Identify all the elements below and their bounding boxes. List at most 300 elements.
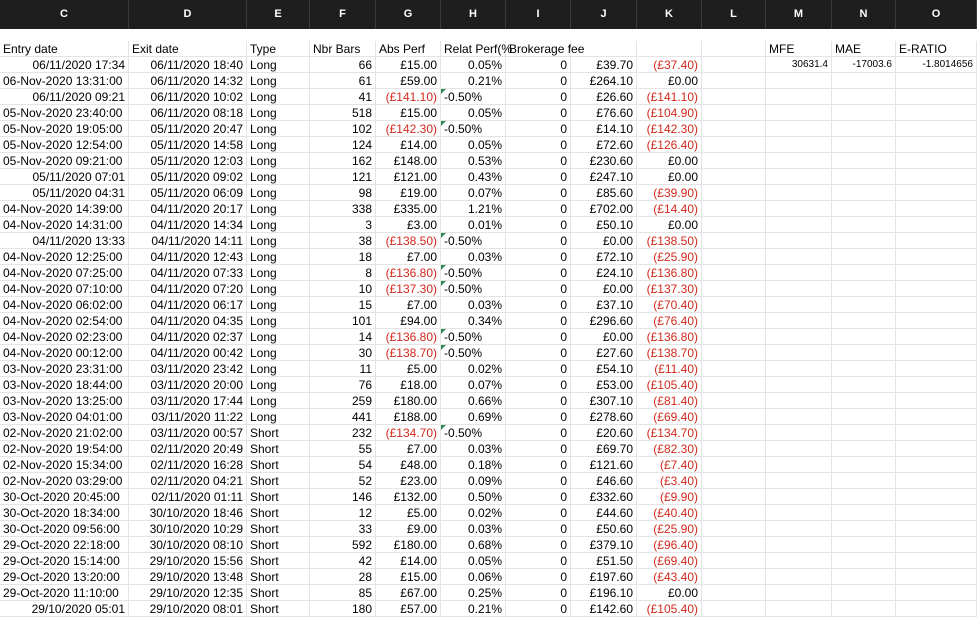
empty-cell[interactable] (766, 553, 832, 569)
abs-perf-cell[interactable]: £180.00 (376, 393, 441, 409)
entry-date-cell[interactable]: 05/11/2020 04:31 (0, 185, 129, 201)
empty-cell[interactable] (702, 457, 766, 473)
mfe-value-cell[interactable]: £72.10 (571, 249, 637, 265)
exit-date-cell[interactable]: 29/10/2020 12:35 (129, 585, 247, 601)
abs-perf-cell[interactable]: £94.00 (376, 313, 441, 329)
relat-perf-cell[interactable]: -0.50% (441, 233, 506, 249)
type-cell[interactable]: Long (247, 377, 310, 393)
entry-date-cell[interactable]: 04-Nov-2020 12:25:00 (0, 249, 129, 265)
entry-date-cell[interactable]: 03-Nov-2020 04:01:00 (0, 409, 129, 425)
exit-date-cell[interactable]: 03/11/2020 20:00 (129, 377, 247, 393)
brokerage-fee-cell[interactable]: 0 (506, 249, 571, 265)
empty-cell[interactable] (832, 249, 896, 265)
brokerage-fee-cell[interactable]: 0 (506, 473, 571, 489)
nbr-bars-cell[interactable]: 54 (310, 457, 376, 473)
nbr-bars-cell[interactable]: 441 (310, 409, 376, 425)
brokerage-fee-cell[interactable]: 0 (506, 425, 571, 441)
brokerage-fee-cell[interactable]: 0 (506, 585, 571, 601)
entry-date-cell[interactable]: 03-Nov-2020 13:25:00 (0, 393, 129, 409)
column-header-d[interactable]: D (129, 0, 247, 29)
empty-cell[interactable] (766, 377, 832, 393)
empty-cell[interactable] (702, 201, 766, 217)
empty-cell[interactable] (832, 585, 896, 601)
type-cell[interactable]: Long (247, 89, 310, 105)
type-cell[interactable]: Long (247, 121, 310, 137)
empty-cell[interactable] (896, 441, 977, 457)
nbr-bars-cell[interactable]: 162 (310, 153, 376, 169)
entry-date-cell[interactable]: 04-Nov-2020 07:25:00 (0, 265, 129, 281)
exit-date-cell[interactable]: 04/11/2020 12:43 (129, 249, 247, 265)
abs-perf-cell[interactable]: £7.00 (376, 249, 441, 265)
relat-perf-cell[interactable]: -0.50% (441, 329, 506, 345)
abs-perf-cell[interactable]: £7.00 (376, 297, 441, 313)
abs-perf-cell[interactable]: £132.00 (376, 489, 441, 505)
relat-perf-cell[interactable]: 0.34% (441, 313, 506, 329)
brokerage-fee-cell[interactable]: 0 (506, 297, 571, 313)
exit-date-cell[interactable]: 03/11/2020 11:22 (129, 409, 247, 425)
entry-date-cell[interactable]: 30-Oct-2020 09:56:00 (0, 521, 129, 537)
header-cell-i[interactable]: Brokerage fee (506, 41, 571, 57)
mfe-value-cell[interactable]: £24.10 (571, 265, 637, 281)
empty-cell[interactable] (896, 473, 977, 489)
entry-date-cell[interactable]: 05-Nov-2020 19:05:00 (0, 121, 129, 137)
header-cell-n[interactable]: MAE (832, 41, 896, 57)
empty-cell[interactable] (896, 601, 977, 617)
empty-cell[interactable] (896, 585, 977, 601)
empty-cell[interactable] (896, 425, 977, 441)
abs-perf-cell[interactable]: £15.00 (376, 105, 441, 121)
brokerage-fee-cell[interactable]: 0 (506, 345, 571, 361)
nbr-bars-cell[interactable]: 15 (310, 297, 376, 313)
empty-cell[interactable] (896, 457, 977, 473)
mae-value-cell[interactable]: (£3.40) (637, 473, 702, 489)
abs-perf-cell[interactable]: £5.00 (376, 505, 441, 521)
column-header-e[interactable]: E (247, 0, 310, 29)
exit-date-cell[interactable]: 04/11/2020 02:37 (129, 329, 247, 345)
brokerage-fee-cell[interactable]: 0 (506, 121, 571, 137)
relat-perf-cell[interactable]: 0.07% (441, 185, 506, 201)
empty-cell[interactable] (766, 185, 832, 201)
relat-perf-cell[interactable]: -0.50% (441, 265, 506, 281)
relat-perf-cell[interactable]: 0.68% (441, 537, 506, 553)
abs-perf-cell[interactable]: £7.00 (376, 441, 441, 457)
empty-cell[interactable] (702, 489, 766, 505)
brokerage-fee-cell[interactable]: 0 (506, 521, 571, 537)
abs-perf-cell[interactable]: £19.00 (376, 185, 441, 201)
mae-value-cell[interactable]: £0.00 (637, 169, 702, 185)
empty-cell[interactable] (702, 361, 766, 377)
exit-date-cell[interactable]: 04/11/2020 07:20 (129, 281, 247, 297)
empty-cell[interactable] (702, 377, 766, 393)
mae-value-cell[interactable]: (£105.40) (637, 601, 702, 617)
stat-eratio-cell[interactable]: -1.8014656 (896, 57, 977, 73)
exit-date-cell[interactable]: 03/11/2020 17:44 (129, 393, 247, 409)
relat-perf-cell[interactable]: 0.03% (441, 521, 506, 537)
empty-cell[interactable] (896, 137, 977, 153)
header-cell-k[interactable] (637, 41, 702, 57)
empty-cell[interactable] (702, 601, 766, 617)
nbr-bars-cell[interactable]: 61 (310, 73, 376, 89)
empty-cell[interactable] (702, 185, 766, 201)
entry-date-cell[interactable]: 04-Nov-2020 14:31:00 (0, 217, 129, 233)
brokerage-fee-cell[interactable]: 0 (506, 361, 571, 377)
mae-value-cell[interactable]: (£96.40) (637, 537, 702, 553)
empty-cell[interactable] (766, 153, 832, 169)
empty-cell[interactable] (766, 425, 832, 441)
nbr-bars-cell[interactable]: 592 (310, 537, 376, 553)
nbr-bars-cell[interactable]: 338 (310, 201, 376, 217)
entry-date-cell[interactable]: 29-Oct-2020 11:10:00 (0, 585, 129, 601)
brokerage-fee-cell[interactable]: 0 (506, 489, 571, 505)
abs-perf-cell[interactable]: £188.00 (376, 409, 441, 425)
empty-cell[interactable] (702, 137, 766, 153)
abs-perf-cell[interactable]: £180.00 (376, 537, 441, 553)
empty-cell[interactable] (702, 105, 766, 121)
brokerage-fee-cell[interactable]: 0 (506, 457, 571, 473)
empty-cell[interactable] (896, 265, 977, 281)
empty-cell[interactable] (766, 217, 832, 233)
column-header-j[interactable]: J (571, 0, 637, 29)
relat-perf-cell[interactable]: -0.50% (441, 89, 506, 105)
brokerage-fee-cell[interactable]: 0 (506, 409, 571, 425)
entry-date-cell[interactable]: 02-Nov-2020 15:34:00 (0, 457, 129, 473)
empty-cell[interactable] (896, 121, 977, 137)
column-header-h[interactable]: H (441, 0, 506, 29)
mae-value-cell[interactable]: (£136.80) (637, 329, 702, 345)
mae-value-cell[interactable]: (£9.90) (637, 489, 702, 505)
mae-value-cell[interactable]: (£14.40) (637, 201, 702, 217)
nbr-bars-cell[interactable]: 259 (310, 393, 376, 409)
exit-date-cell[interactable]: 30/10/2020 08:10 (129, 537, 247, 553)
mfe-value-cell[interactable]: £0.00 (571, 281, 637, 297)
empty-cell[interactable] (896, 345, 977, 361)
mfe-value-cell[interactable]: £142.60 (571, 601, 637, 617)
header-cell-l[interactable] (702, 41, 766, 57)
brokerage-fee-cell[interactable]: 0 (506, 73, 571, 89)
empty-cell[interactable] (832, 217, 896, 233)
mae-value-cell[interactable]: £0.00 (637, 73, 702, 89)
mfe-value-cell[interactable]: £278.60 (571, 409, 637, 425)
type-cell[interactable]: Short (247, 601, 310, 617)
relat-perf-cell[interactable]: 0.66% (441, 393, 506, 409)
type-cell[interactable]: Long (247, 249, 310, 265)
empty-cell[interactable] (896, 297, 977, 313)
brokerage-fee-cell[interactable]: 0 (506, 89, 571, 105)
type-cell[interactable]: Long (247, 217, 310, 233)
relat-perf-cell[interactable]: 0.03% (441, 297, 506, 313)
type-cell[interactable]: Short (247, 425, 310, 441)
abs-perf-cell[interactable]: £59.00 (376, 73, 441, 89)
relat-perf-cell[interactable]: 0.69% (441, 409, 506, 425)
empty-cell[interactable] (766, 137, 832, 153)
empty-cell[interactable] (766, 409, 832, 425)
entry-date-cell[interactable]: 04-Nov-2020 14:39:00 (0, 201, 129, 217)
mae-value-cell[interactable]: (£81.40) (637, 393, 702, 409)
header-cell-e[interactable]: Type (247, 41, 310, 57)
empty-cell[interactable] (702, 345, 766, 361)
empty-cell[interactable] (702, 441, 766, 457)
exit-date-cell[interactable]: 30/10/2020 18:46 (129, 505, 247, 521)
empty-cell[interactable] (766, 473, 832, 489)
nbr-bars-cell[interactable]: 11 (310, 361, 376, 377)
entry-date-cell[interactable]: 06/11/2020 17:34 (0, 57, 129, 73)
empty-cell[interactable] (702, 73, 766, 89)
empty-cell[interactable] (766, 457, 832, 473)
brokerage-fee-cell[interactable]: 0 (506, 185, 571, 201)
entry-date-cell[interactable]: 06/11/2020 09:21 (0, 89, 129, 105)
column-header-i[interactable]: I (506, 0, 571, 29)
mfe-value-cell[interactable]: £72.60 (571, 137, 637, 153)
mfe-value-cell[interactable]: £51.50 (571, 553, 637, 569)
empty-cell[interactable] (896, 537, 977, 553)
mfe-value-cell[interactable]: £332.60 (571, 489, 637, 505)
relat-perf-cell[interactable]: 0.03% (441, 441, 506, 457)
abs-perf-cell[interactable]: £57.00 (376, 601, 441, 617)
abs-perf-cell[interactable]: £14.00 (376, 137, 441, 153)
brokerage-fee-cell[interactable]: 0 (506, 137, 571, 153)
column-header-k[interactable]: K (637, 0, 702, 29)
empty-cell[interactable] (896, 217, 977, 233)
empty-cell[interactable] (832, 441, 896, 457)
abs-perf-cell[interactable]: £15.00 (376, 569, 441, 585)
type-cell[interactable]: Long (247, 57, 310, 73)
mfe-value-cell[interactable]: £44.60 (571, 505, 637, 521)
empty-cell[interactable] (702, 249, 766, 265)
empty-cell[interactable] (832, 281, 896, 297)
type-cell[interactable]: Long (247, 153, 310, 169)
abs-perf-cell[interactable]: (£136.80) (376, 265, 441, 281)
mae-value-cell[interactable]: £0.00 (637, 585, 702, 601)
exit-date-cell[interactable]: 03/11/2020 00:57 (129, 425, 247, 441)
empty-cell[interactable] (832, 169, 896, 185)
empty-cell[interactable] (766, 201, 832, 217)
mfe-value-cell[interactable]: £76.60 (571, 105, 637, 121)
empty-cell[interactable] (766, 345, 832, 361)
empty-cell[interactable] (832, 89, 896, 105)
empty-cell[interactable] (766, 489, 832, 505)
relat-perf-cell[interactable]: 0.09% (441, 473, 506, 489)
empty-cell[interactable] (702, 169, 766, 185)
empty-cell[interactable] (766, 329, 832, 345)
nbr-bars-cell[interactable]: 18 (310, 249, 376, 265)
empty-cell[interactable] (766, 505, 832, 521)
type-cell[interactable]: Short (247, 569, 310, 585)
relat-perf-cell[interactable]: 0.05% (441, 553, 506, 569)
type-cell[interactable]: Short (247, 441, 310, 457)
header-cell-c[interactable]: Entry date (0, 41, 129, 57)
empty-cell[interactable] (702, 473, 766, 489)
brokerage-fee-cell[interactable]: 0 (506, 441, 571, 457)
empty-cell[interactable] (766, 121, 832, 137)
exit-date-cell[interactable]: 06/11/2020 18:40 (129, 57, 247, 73)
exit-date-cell[interactable]: 05/11/2020 20:47 (129, 121, 247, 137)
relat-perf-cell[interactable]: 0.53% (441, 153, 506, 169)
mfe-value-cell[interactable]: £247.10 (571, 169, 637, 185)
mfe-value-cell[interactable]: £121.60 (571, 457, 637, 473)
empty-cell[interactable] (702, 233, 766, 249)
empty-cell[interactable] (832, 233, 896, 249)
entry-date-cell[interactable]: 04-Nov-2020 02:54:00 (0, 313, 129, 329)
stat-mae-cell[interactable]: -17003.6 (832, 57, 896, 73)
mae-value-cell[interactable]: (£82.30) (637, 441, 702, 457)
abs-perf-cell[interactable]: (£138.50) (376, 233, 441, 249)
empty-cell[interactable] (832, 329, 896, 345)
mfe-value-cell[interactable]: £50.10 (571, 217, 637, 233)
exit-date-cell[interactable]: 05/11/2020 14:58 (129, 137, 247, 153)
mfe-value-cell[interactable]: £379.10 (571, 537, 637, 553)
mfe-value-cell[interactable]: £50.60 (571, 521, 637, 537)
column-header-c[interactable]: C (0, 0, 129, 29)
empty-cell[interactable] (766, 441, 832, 457)
abs-perf-cell[interactable]: £15.00 (376, 57, 441, 73)
entry-date-cell[interactable]: 04-Nov-2020 02:23:00 (0, 329, 129, 345)
abs-perf-cell[interactable]: (£134.70) (376, 425, 441, 441)
abs-perf-cell[interactable]: £148.00 (376, 153, 441, 169)
empty-cell[interactable] (832, 409, 896, 425)
relat-perf-cell[interactable]: -0.50% (441, 345, 506, 361)
abs-perf-cell[interactable]: (£136.80) (376, 329, 441, 345)
empty-cell[interactable] (832, 553, 896, 569)
header-cell-j[interactable] (571, 41, 637, 57)
type-cell[interactable]: Long (247, 329, 310, 345)
type-cell[interactable]: Short (247, 473, 310, 489)
empty-cell[interactable] (766, 233, 832, 249)
relat-perf-cell[interactable]: 0.21% (441, 73, 506, 89)
exit-date-cell[interactable]: 04/11/2020 07:33 (129, 265, 247, 281)
exit-date-cell[interactable]: 29/10/2020 13:48 (129, 569, 247, 585)
mfe-value-cell[interactable]: £296.60 (571, 313, 637, 329)
mae-value-cell[interactable]: (£70.40) (637, 297, 702, 313)
empty-cell[interactable] (702, 409, 766, 425)
exit-date-cell[interactable]: 04/11/2020 14:11 (129, 233, 247, 249)
header-cell-o[interactable]: E-RATIO (896, 41, 977, 57)
mae-value-cell[interactable]: (£40.40) (637, 505, 702, 521)
empty-cell[interactable] (702, 521, 766, 537)
empty-cell[interactable] (832, 489, 896, 505)
mfe-value-cell[interactable]: £196.10 (571, 585, 637, 601)
empty-cell[interactable] (702, 425, 766, 441)
exit-date-cell[interactable]: 02/11/2020 20:49 (129, 441, 247, 457)
mfe-value-cell[interactable]: £53.00 (571, 377, 637, 393)
relat-perf-cell[interactable]: 0.18% (441, 457, 506, 473)
empty-cell[interactable] (702, 393, 766, 409)
header-cell-m[interactable]: MFE (766, 41, 832, 57)
exit-date-cell[interactable]: 04/11/2020 20:17 (129, 201, 247, 217)
mae-value-cell[interactable]: (£37.40) (637, 57, 702, 73)
entry-date-cell[interactable]: 03-Nov-2020 23:31:00 (0, 361, 129, 377)
empty-cell[interactable] (766, 361, 832, 377)
nbr-bars-cell[interactable]: 38 (310, 233, 376, 249)
abs-perf-cell[interactable]: £5.00 (376, 361, 441, 377)
abs-perf-cell[interactable]: £9.00 (376, 521, 441, 537)
empty-cell[interactable] (896, 233, 977, 249)
empty-cell[interactable] (766, 313, 832, 329)
empty-cell[interactable] (702, 537, 766, 553)
relat-perf-cell[interactable]: 0.02% (441, 361, 506, 377)
entry-date-cell[interactable]: 29/10/2020 05:01 (0, 601, 129, 617)
type-cell[interactable]: Long (247, 393, 310, 409)
entry-date-cell[interactable]: 30-Oct-2020 20:45:00 (0, 489, 129, 505)
empty-cell[interactable] (832, 265, 896, 281)
empty-cell[interactable] (832, 473, 896, 489)
mfe-value-cell[interactable]: £264.10 (571, 73, 637, 89)
empty-cell[interactable] (896, 569, 977, 585)
empty-cell[interactable] (832, 297, 896, 313)
brokerage-fee-cell[interactable]: 0 (506, 601, 571, 617)
entry-date-cell[interactable]: 06-Nov-2020 13:31:00 (0, 73, 129, 89)
brokerage-fee-cell[interactable]: 0 (506, 569, 571, 585)
empty-cell[interactable] (832, 393, 896, 409)
exit-date-cell[interactable]: 06/11/2020 10:02 (129, 89, 247, 105)
empty-cell[interactable] (896, 521, 977, 537)
mfe-value-cell[interactable]: £230.60 (571, 153, 637, 169)
type-cell[interactable]: Long (247, 297, 310, 313)
type-cell[interactable]: Long (247, 169, 310, 185)
nbr-bars-cell[interactable]: 14 (310, 329, 376, 345)
empty-cell[interactable] (832, 377, 896, 393)
nbr-bars-cell[interactable]: 518 (310, 105, 376, 121)
entry-date-cell[interactable]: 04-Nov-2020 07:10:00 (0, 281, 129, 297)
type-cell[interactable]: Long (247, 409, 310, 425)
exit-date-cell[interactable]: 04/11/2020 04:35 (129, 313, 247, 329)
relat-perf-cell[interactable]: 0.03% (441, 249, 506, 265)
mae-value-cell[interactable]: (£43.40) (637, 569, 702, 585)
nbr-bars-cell[interactable]: 66 (310, 57, 376, 73)
type-cell[interactable]: Long (247, 137, 310, 153)
empty-cell[interactable] (832, 201, 896, 217)
type-cell[interactable]: Short (247, 457, 310, 473)
type-cell[interactable]: Short (247, 489, 310, 505)
entry-date-cell[interactable]: 04-Nov-2020 06:02:00 (0, 297, 129, 313)
abs-perf-cell[interactable]: £48.00 (376, 457, 441, 473)
relat-perf-cell[interactable]: 0.07% (441, 377, 506, 393)
relat-perf-cell[interactable]: -0.50% (441, 281, 506, 297)
nbr-bars-cell[interactable]: 102 (310, 121, 376, 137)
empty-cell[interactable] (702, 313, 766, 329)
empty-cell[interactable] (766, 73, 832, 89)
empty-cell[interactable] (832, 185, 896, 201)
empty-cell[interactable] (702, 217, 766, 233)
nbr-bars-cell[interactable]: 8 (310, 265, 376, 281)
nbr-bars-cell[interactable]: 232 (310, 425, 376, 441)
empty-cell[interactable] (896, 329, 977, 345)
exit-date-cell[interactable]: 04/11/2020 00:42 (129, 345, 247, 361)
exit-date-cell[interactable]: 02/11/2020 04:21 (129, 473, 247, 489)
column-header-o[interactable]: O (896, 0, 977, 29)
empty-cell[interactable] (702, 569, 766, 585)
brokerage-fee-cell[interactable]: 0 (506, 329, 571, 345)
empty-cell[interactable] (896, 185, 977, 201)
brokerage-fee-cell[interactable]: 0 (506, 281, 571, 297)
mfe-value-cell[interactable]: £14.10 (571, 121, 637, 137)
column-header-f[interactable]: F (310, 0, 376, 29)
empty-cell[interactable] (702, 153, 766, 169)
exit-date-cell[interactable]: 02/11/2020 01:11 (129, 489, 247, 505)
entry-date-cell[interactable]: 29-Oct-2020 15:14:00 (0, 553, 129, 569)
mfe-value-cell[interactable]: £0.00 (571, 233, 637, 249)
mae-value-cell[interactable]: (£138.70) (637, 345, 702, 361)
entry-date-cell[interactable]: 29-Oct-2020 13:20:00 (0, 569, 129, 585)
type-cell[interactable]: Long (247, 345, 310, 361)
empty-cell[interactable] (896, 169, 977, 185)
mae-value-cell[interactable]: (£11.40) (637, 361, 702, 377)
abs-perf-cell[interactable]: £335.00 (376, 201, 441, 217)
nbr-bars-cell[interactable]: 12 (310, 505, 376, 521)
entry-date-cell[interactable]: 05/11/2020 07:01 (0, 169, 129, 185)
relat-perf-cell[interactable]: 0.25% (441, 585, 506, 601)
mfe-value-cell[interactable]: £197.60 (571, 569, 637, 585)
mfe-value-cell[interactable]: £39.70 (571, 57, 637, 73)
